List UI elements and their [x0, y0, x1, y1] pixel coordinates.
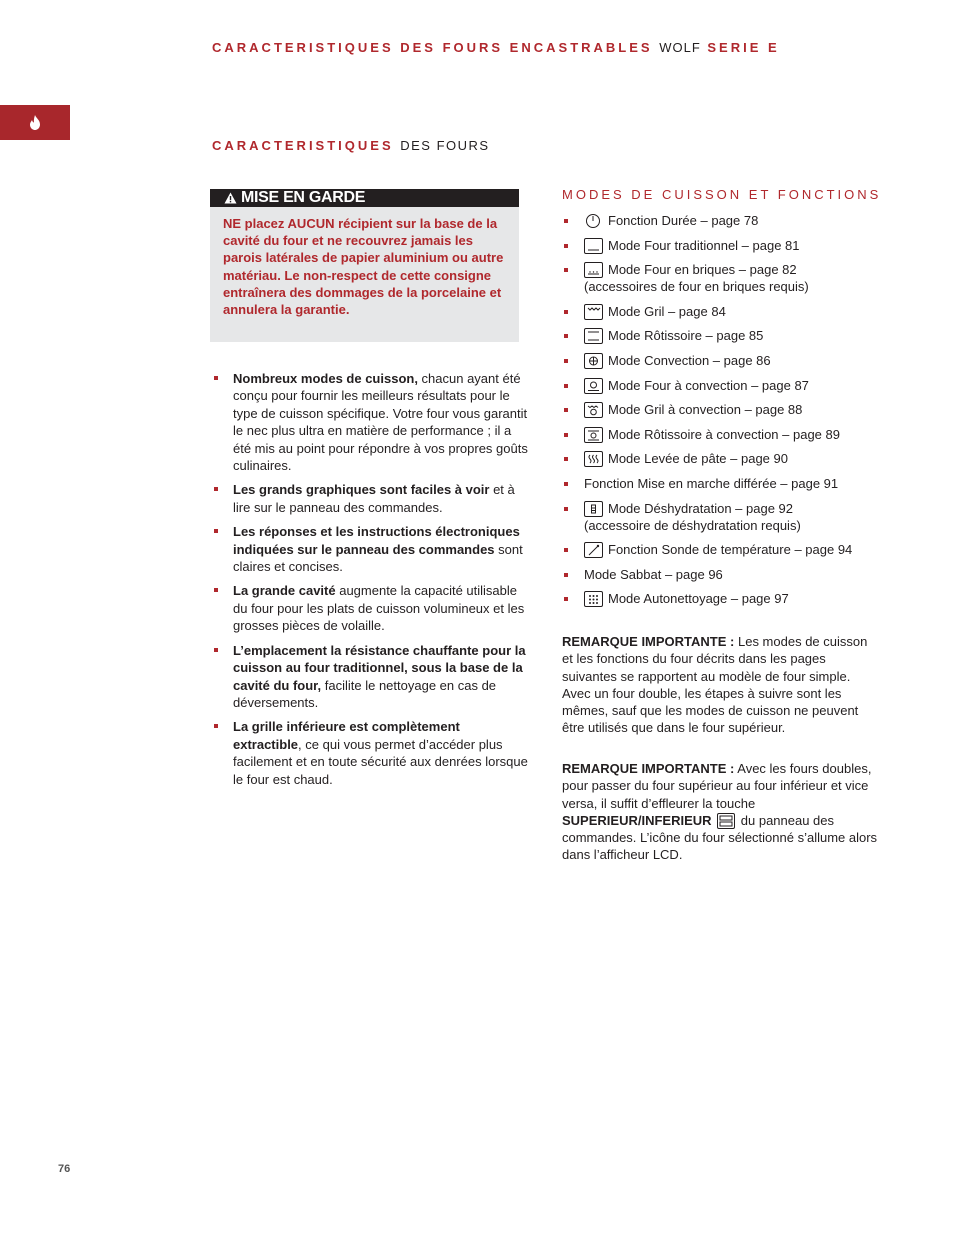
feature-item: La grande cavité augmente la capacité utilisable du four pour les plats de cuisson volumineux et les grosses pièces de volaille.	[212, 582, 532, 634]
section-title: CARACTERISTIQUES DES FOURS	[212, 138, 490, 153]
mode-item	[562, 327, 892, 344]
mode-item	[562, 566, 892, 583]
important-note-1: REMARQUE IMPORTANTE : Les modes de cuisson et les fonctions du four décrits dans les pages suivantes se rapportent au modèle de four simple. Avec un four double, les étapes à suivre sont les mêmes, sauf que les modes de cuisson ne peuvent être utilisés que dans le four supérieur.	[562, 634, 868, 736]
feature-item: L’emplacement la résistance chauffante pour la cuisson au four traditionnel, sous la base de la cavité du four, facilite le nettoyage en cas de déversements.	[212, 642, 532, 712]
bullet-square-icon	[214, 487, 218, 491]
mode-label: Mode Four traditionnel – page 81	[608, 237, 800, 253]
mode-label: Mode Déshydratation – page 92	[608, 500, 794, 516]
mode-item	[562, 352, 892, 369]
bullet-square-icon	[564, 408, 568, 412]
bullet-square-icon	[564, 268, 568, 272]
broil-icon	[584, 304, 603, 320]
bullet-square-icon	[214, 376, 218, 380]
convection-broil-icon	[584, 402, 603, 418]
warning-text: NE placez AUCUN récipient sur la base de la cavité du four et ne recouvrez jamais les parois latérales de papier aluminium ou autre matériau. Le non-respect de cette consigne entraînera des dommages de la porcelaine et annulera la garantie.	[223, 216, 504, 318]
mode-label: Mode Sabbat – page 96	[584, 566, 723, 582]
mode-label: Mode Levée de pâte – page 90	[608, 451, 788, 467]
upper-lower-oven-icon	[717, 813, 735, 829]
bake-icon	[584, 238, 603, 254]
bullet-square-icon	[564, 548, 568, 552]
mode-label: Mode Four en briques – page 82	[608, 262, 797, 278]
bullet-square-icon	[564, 482, 568, 486]
mode-label: Fonction Mise en marche différée – page 91	[584, 475, 839, 491]
bullet-square-icon	[564, 359, 568, 363]
mode-label: Mode Rôtissoire – page 85	[608, 328, 764, 344]
dehydrate-icon	[584, 501, 603, 517]
modes-list	[562, 212, 892, 615]
mode-label: Mode Rôtissoire à convection – page 89	[608, 426, 840, 442]
mode-label: Mode Gril – page 84	[608, 303, 726, 319]
flame-icon	[29, 115, 41, 130]
convection-bake-icon	[584, 378, 603, 394]
warning-title: MISE EN GARDE	[241, 189, 366, 206]
feature-item: Les réponses et les instructions électroniques indiquées sur le panneau des commandes sont claires et concises.	[212, 523, 532, 575]
mode-item	[562, 450, 892, 467]
bullet-square-icon	[564, 573, 568, 577]
mode-item	[562, 377, 892, 394]
page-number: 76	[58, 1163, 71, 1175]
header-brand: WOLF	[659, 40, 701, 55]
bullet-square-icon	[564, 597, 568, 601]
mode-item	[562, 303, 892, 320]
mode-item	[562, 541, 892, 558]
mode-item	[562, 261, 892, 295]
bullet-square-icon	[564, 219, 568, 223]
bullet-square-icon	[564, 244, 568, 248]
mode-label: Mode Gril à convection – page 88	[608, 402, 803, 418]
mode-label: Mode Autonettoyage – page 97	[608, 591, 789, 607]
mode-label: Fonction Sonde de température – page 94	[608, 542, 853, 558]
mode-label: Mode Convection – page 86	[608, 352, 771, 368]
running-header	[212, 40, 912, 55]
bullet-square-icon	[564, 310, 568, 314]
warning-box	[210, 189, 519, 342]
mode-label: Mode Four à convection – page 87	[608, 377, 809, 393]
warning-triangle-icon	[224, 192, 237, 204]
bullet-square-icon	[214, 648, 218, 652]
bullet-square-icon	[214, 588, 218, 592]
mode-item	[562, 212, 892, 229]
section-tab	[0, 105, 70, 140]
feature-list	[212, 370, 532, 795]
bullet-square-icon	[564, 384, 568, 388]
mode-note: (accessoires de four en briques requis)	[584, 279, 809, 295]
bullet-square-icon	[564, 507, 568, 511]
bullet-square-icon	[564, 433, 568, 437]
mode-item	[562, 590, 892, 607]
header-series: SERIE E	[707, 40, 780, 55]
probe-icon	[584, 542, 603, 558]
convection-roast-icon	[584, 427, 603, 443]
timer-icon	[584, 213, 603, 229]
mode-note: (accessoire de déshydratation requis)	[584, 517, 801, 533]
mode-item	[562, 426, 892, 443]
header-title: CARACTERISTIQUES DES FOURS ENCASTRABLES	[212, 40, 653, 55]
mode-item	[562, 237, 892, 254]
modes-title: MODES DE CUISSON ET FONCTIONS	[562, 187, 882, 202]
mode-item	[562, 500, 892, 534]
warning-header	[210, 189, 519, 207]
roast-icon	[584, 328, 603, 344]
feature-item: La grille inférieure est complètement extractible, ce qui vous permet d’accéder plus facilement et en toute sécurité aux denrées lorsque le four est chaud.	[212, 718, 532, 788]
proof-icon	[584, 451, 603, 467]
bullet-square-icon	[214, 724, 218, 728]
feature-item: Les grands graphiques sont faciles à voir et à lire sur le panneau des commandes.	[212, 481, 532, 516]
mode-label: Fonction Durée – page 78	[608, 213, 759, 228]
important-note-2: REMARQUE IMPORTANTE : Avec les fours doubles, pour passer du four supérieur au four inférieur et vice versa, il suffit d’effleurer la touche SUPERIEUR/INFERIEUR du panneau des commandes. L’icône du four sélectionné s’allume alors dans l’afficheur LCD.	[562, 761, 878, 863]
bullet-square-icon	[564, 457, 568, 461]
bullet-square-icon	[564, 334, 568, 338]
stone-icon	[584, 262, 603, 278]
feature-item: Nombreux modes de cuisson, chacun ayant été conçu pour fournir les meilleurs résultats pour le type de cuisson spécifique. Votre four vous garantit le nec plus ultra en matière de performance ; il a été mis au point pour répondre à vos propres goûts culinaires.	[212, 370, 532, 474]
mode-item	[562, 475, 892, 492]
key-label: SUPERIEUR/INFERIEUR	[562, 812, 712, 828]
convection-icon	[584, 353, 603, 369]
bullet-square-icon	[214, 529, 218, 533]
mode-item	[562, 401, 892, 418]
self-clean-icon	[584, 591, 603, 607]
